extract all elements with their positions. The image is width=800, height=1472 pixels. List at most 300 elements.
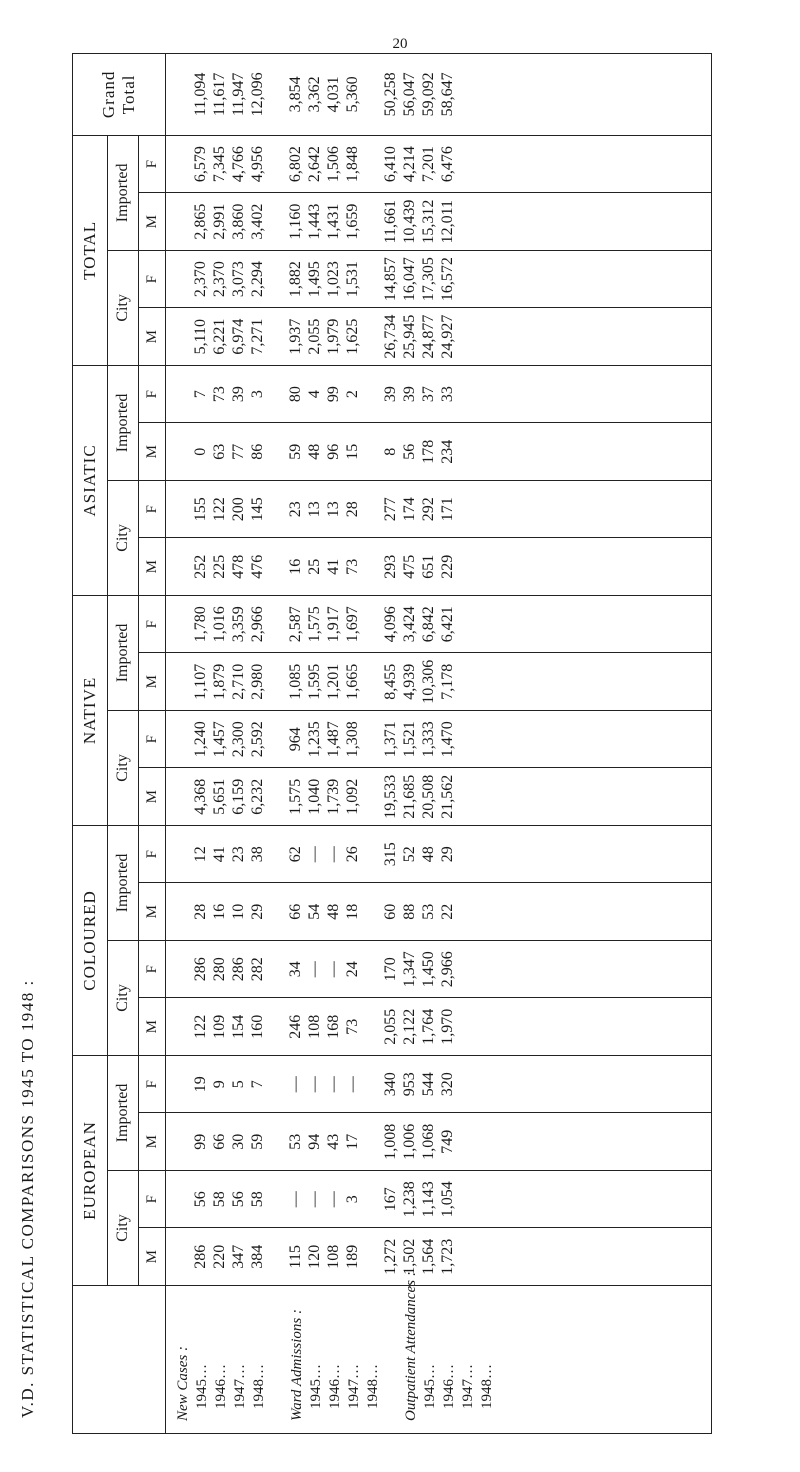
table-value: 220 xyxy=(211,1244,228,1269)
data-column-european-city-m xyxy=(166,1228,712,1286)
row-labels xyxy=(166,1271,712,1434)
year-label: 1946… xyxy=(327,1364,343,1409)
table-value: 10 xyxy=(230,903,247,920)
table-value: 286 xyxy=(192,957,209,982)
table-value: 86 xyxy=(249,443,266,460)
data-column-coloured-city-f xyxy=(166,940,712,998)
data-column-coloured-city-m xyxy=(166,998,712,1056)
table-value: 3,424 xyxy=(401,606,418,643)
table-value: 109 xyxy=(211,1014,228,1039)
table-value: 293 xyxy=(382,554,399,579)
table-value: 122 xyxy=(211,497,228,522)
table-value: 8,455 xyxy=(382,663,399,700)
table-value: 200 xyxy=(230,497,247,522)
table-value: 25 xyxy=(306,558,323,575)
table-value: 3,359 xyxy=(230,606,247,643)
table-value: 7,271 xyxy=(249,318,266,355)
m-header: M xyxy=(139,193,166,251)
table-value: 1,092 xyxy=(344,778,361,815)
table-value: 953 xyxy=(401,1072,418,1097)
data-column-native-city-f xyxy=(166,710,712,768)
data-column-total-imported-m xyxy=(166,193,712,251)
table-value: 1,431 xyxy=(325,203,342,240)
table-value: 9 xyxy=(211,1080,228,1089)
year-label: 1947… xyxy=(232,1364,248,1409)
table-value: 749 xyxy=(439,1129,456,1154)
table-value: 66 xyxy=(287,903,304,920)
table-value: 174 xyxy=(401,497,418,522)
table-value: 478 xyxy=(230,554,247,579)
table-value: 154 xyxy=(230,1014,247,1039)
imported-header: Imported xyxy=(108,365,139,480)
table-value: 2,966 xyxy=(249,606,266,643)
table-value: 1,697 xyxy=(344,606,361,643)
table-value: — xyxy=(325,961,342,978)
table-value: 1,308 xyxy=(344,721,361,758)
label-column-header xyxy=(73,1286,166,1434)
year-label: 1948… xyxy=(251,1364,267,1409)
table-value: 2,370 xyxy=(211,261,228,298)
table-value: 13 xyxy=(325,501,342,518)
table-value: 1,333 xyxy=(420,721,437,758)
table-value: 170 xyxy=(382,957,399,982)
table-value: 2,980 xyxy=(249,663,266,700)
table-value: 229 xyxy=(439,554,456,579)
table-value: 6,579 xyxy=(192,146,209,183)
statistics-table xyxy=(72,53,712,1434)
table-value: 1,272 xyxy=(382,1238,399,1275)
table-value: 96 xyxy=(325,443,342,460)
table-value: 52 xyxy=(401,846,418,863)
table-value: 1,659 xyxy=(344,203,361,240)
table-value: — xyxy=(287,1191,304,1208)
table-value: 11,947 xyxy=(230,72,247,117)
table-value: 28 xyxy=(192,903,209,920)
group-header-native: NATIVE xyxy=(73,595,108,825)
m-header: M xyxy=(139,883,166,941)
table-value: 41 xyxy=(211,846,228,863)
table-value: 1,848 xyxy=(344,146,361,183)
table-value: 2,710 xyxy=(230,663,247,700)
city-header: City xyxy=(108,480,139,595)
table-value: 4 xyxy=(306,390,323,399)
table-value: 168 xyxy=(325,1014,342,1039)
table-value: 1,201 xyxy=(325,663,342,700)
m-header: M xyxy=(139,538,166,596)
table-value: 282 xyxy=(249,957,266,982)
table-value: 3,362 xyxy=(306,76,323,113)
table-value: 1,723 xyxy=(439,1238,456,1275)
table-value: 1,023 xyxy=(325,261,342,298)
year-label: 1948… xyxy=(365,1364,381,1409)
imported-header: Imported xyxy=(108,135,139,250)
table-value: 16 xyxy=(287,558,304,575)
f-header: F xyxy=(139,825,166,883)
table-value: 54 xyxy=(306,903,323,920)
table-value: 2,587 xyxy=(287,606,304,643)
table-value: 1,502 xyxy=(401,1238,418,1275)
table-value: — xyxy=(306,846,323,863)
table-value: 7,178 xyxy=(439,663,456,700)
table-value: 1,160 xyxy=(287,203,304,240)
table-value: 23 xyxy=(230,846,247,863)
table-value: 115 xyxy=(287,1245,304,1269)
f-header: F xyxy=(139,365,166,423)
table-value: 17 xyxy=(344,1133,361,1150)
table-value: 11,661 xyxy=(382,199,399,244)
table-value: 73 xyxy=(211,386,228,403)
table-value: 3 xyxy=(344,1195,361,1204)
table-value: 39 xyxy=(401,386,418,403)
table-value: 58,647 xyxy=(439,72,456,117)
table-value: 1,054 xyxy=(439,1181,456,1218)
table-value: 41 xyxy=(325,558,342,575)
table-value: 5 xyxy=(230,1080,247,1089)
m-header: M xyxy=(139,423,166,481)
table-value: 19,533 xyxy=(382,774,399,819)
table-value: 3,402 xyxy=(249,203,266,240)
table-value: 1,764 xyxy=(420,1008,437,1045)
table-value: 59 xyxy=(249,1133,266,1150)
data-column-asiatic-city-f xyxy=(166,480,712,538)
table-value: 80 xyxy=(287,386,304,403)
data-column-european-imported-m xyxy=(166,1113,712,1171)
table-value: 88 xyxy=(401,903,418,920)
table-value: 2,991 xyxy=(211,203,228,240)
statistics-table-wrap xyxy=(72,54,712,1434)
table-value: 11,617 xyxy=(211,72,228,117)
table-value: 246 xyxy=(287,1014,304,1039)
table-value: 1,625 xyxy=(344,318,361,355)
m-header: M xyxy=(139,768,166,826)
f-header: F xyxy=(139,710,166,768)
table-value: 10,439 xyxy=(401,199,418,244)
table-value: 29 xyxy=(439,846,456,863)
table-value: 73 xyxy=(344,558,361,575)
table-value: 59,092 xyxy=(420,72,437,117)
table-value: 2,122 xyxy=(401,1008,418,1045)
table-value: 178 xyxy=(420,439,437,464)
table-value: 4,031 xyxy=(325,76,342,113)
table-value: 252 xyxy=(192,554,209,579)
table-value: 475 xyxy=(401,554,418,579)
m-header: M xyxy=(139,308,166,366)
imported-header: Imported xyxy=(108,825,139,940)
section-label-ward-admissions: Ward Admissions : xyxy=(289,1309,305,1421)
table-value: 66 xyxy=(211,1133,228,1150)
table-value: 24,877 xyxy=(420,314,437,359)
table-value: 39 xyxy=(382,386,399,403)
table-value: 6,421 xyxy=(439,606,456,643)
year-label: 1948… xyxy=(479,1364,495,1409)
table-value: 3,860 xyxy=(230,203,247,240)
m-header: M xyxy=(139,1228,166,1286)
table-value: 18 xyxy=(344,903,361,920)
data-column-total-imported-f xyxy=(166,135,712,193)
table-value: 24,927 xyxy=(439,314,456,359)
table-value: 4,956 xyxy=(249,146,266,183)
table-value: 1,347 xyxy=(401,951,418,988)
f-header: F xyxy=(139,135,166,193)
table-value: 12 xyxy=(192,846,209,863)
table-value: 1,879 xyxy=(211,663,228,700)
year-label: 1947… xyxy=(460,1364,476,1409)
table-value: 1,575 xyxy=(287,778,304,815)
table-value: 16,047 xyxy=(401,257,418,302)
table-value: 11,094 xyxy=(192,72,209,117)
table-value: 6,802 xyxy=(287,146,304,183)
table-value: 62 xyxy=(287,846,304,863)
table-value: 160 xyxy=(249,1014,266,1039)
table-value: 7,201 xyxy=(420,146,437,183)
table-value: 1,487 xyxy=(325,721,342,758)
table-value: 56 xyxy=(192,1191,209,1208)
f-header: F xyxy=(139,595,166,653)
table-value: 73 xyxy=(344,1018,361,1035)
table-value: 2,642 xyxy=(306,146,323,183)
year-label: 1945… xyxy=(422,1364,438,1409)
table-value: 6,410 xyxy=(382,146,399,183)
data-column-grand-total xyxy=(166,53,712,135)
table-value: 56,047 xyxy=(401,72,418,117)
table-value: 19 xyxy=(192,1076,209,1093)
table-value: 1,495 xyxy=(306,261,323,298)
table-value: 21,685 xyxy=(401,774,418,819)
table-value: 384 xyxy=(249,1244,266,1269)
table-value: 1,470 xyxy=(439,721,456,758)
data-column-native-imported-m xyxy=(166,653,712,711)
table-value: 1,235 xyxy=(306,721,323,758)
table-value: 6,842 xyxy=(420,606,437,643)
data-column-total-city-m xyxy=(166,308,712,366)
table-value: 1,739 xyxy=(325,778,342,815)
table-value: 2,300 xyxy=(230,721,247,758)
table-value: 1,970 xyxy=(439,1008,456,1045)
table-value: 30 xyxy=(230,1133,247,1150)
table-value: 277 xyxy=(382,497,399,522)
m-header: M xyxy=(139,998,166,1056)
city-header: City xyxy=(108,1171,139,1286)
table-value: 17,305 xyxy=(420,257,437,302)
table-value: 120 xyxy=(306,1244,323,1269)
table-value: 58 xyxy=(249,1191,266,1208)
imported-header: Imported xyxy=(108,1055,139,1170)
table-value: 280 xyxy=(211,957,228,982)
table-value: 12,011 xyxy=(439,199,456,244)
table-value: 34 xyxy=(287,961,304,978)
table-value: 48 xyxy=(325,903,342,920)
table-value: 5,651 xyxy=(211,778,228,815)
table-value: 22 xyxy=(439,903,456,920)
table-value: 60 xyxy=(382,903,399,920)
table-value: 63 xyxy=(211,443,228,460)
table-value: 5,360 xyxy=(344,76,361,113)
city-header: City xyxy=(108,710,139,825)
table-value: 6,221 xyxy=(211,318,228,355)
table-value: 1,780 xyxy=(192,606,209,643)
city-header: City xyxy=(108,250,139,365)
table-value: 1,665 xyxy=(344,663,361,700)
f-header: F xyxy=(139,1171,166,1229)
section-label-outpatient-attendances: Outpatient Attendances : xyxy=(403,1271,419,1421)
table-value: 2,966 xyxy=(439,951,456,988)
table-value: 7,345 xyxy=(211,146,228,183)
table-value: 476 xyxy=(249,554,266,579)
data-column-european-imported-f xyxy=(166,1055,712,1113)
table-value: 651 xyxy=(420,554,437,579)
table-value: 171 xyxy=(439,497,456,522)
table-value: — xyxy=(306,1076,323,1093)
table-value: — xyxy=(325,846,342,863)
table-value: 14,857 xyxy=(382,257,399,302)
table-value: 43 xyxy=(325,1133,342,1150)
table-value: 3,073 xyxy=(230,261,247,298)
year-label: 1945… xyxy=(308,1364,324,1409)
data-column-native-imported-f xyxy=(166,595,712,653)
section-label-new-cases: New Cases : xyxy=(175,1346,191,1421)
table-value: 1,006 xyxy=(401,1123,418,1160)
table-value: 2,055 xyxy=(306,318,323,355)
table-value: 7 xyxy=(192,390,209,399)
table-value: 4,096 xyxy=(382,606,399,643)
table-value: 2,294 xyxy=(249,261,266,298)
table-value: 1,882 xyxy=(287,261,304,298)
table-value: 189 xyxy=(344,1244,361,1269)
table-value: 50,258 xyxy=(382,72,399,117)
group-header-european: EUROPEAN xyxy=(73,1055,108,1285)
table-value: 340 xyxy=(382,1072,399,1097)
grand-total-label-line: Grand xyxy=(99,70,118,119)
table-value: 3 xyxy=(249,390,266,399)
table-value: 15 xyxy=(344,443,361,460)
table-value: 286 xyxy=(192,1244,209,1269)
table-value: 39 xyxy=(230,386,247,403)
table-value: 23 xyxy=(287,501,304,518)
table-value: 59 xyxy=(287,443,304,460)
table-value: 6,159 xyxy=(230,778,247,815)
f-header: F xyxy=(139,940,166,998)
table-value: — xyxy=(287,1076,304,1093)
data-column-asiatic-imported-m xyxy=(166,423,712,481)
table-value: 28 xyxy=(344,501,361,518)
table-value: 10,306 xyxy=(420,659,437,704)
table-value: 29 xyxy=(249,903,266,920)
table-value: 16,572 xyxy=(439,257,456,302)
table-value: 1,564 xyxy=(420,1238,437,1275)
table-value: 15,312 xyxy=(420,199,437,244)
table-value: 25,945 xyxy=(401,314,418,359)
table-value: 94 xyxy=(306,1133,323,1150)
table-value: 108 xyxy=(325,1244,342,1269)
table-value: 99 xyxy=(192,1133,209,1150)
m-header: M xyxy=(139,1113,166,1171)
table-value: 12,096 xyxy=(249,72,266,117)
table-value: 21,562 xyxy=(439,774,456,819)
table-value: 1,238 xyxy=(401,1181,418,1218)
table-value: 33 xyxy=(439,386,456,403)
table-value: 53 xyxy=(287,1133,304,1150)
table-value: 1,506 xyxy=(325,146,342,183)
group-header-asiatic: ASIATIC xyxy=(73,365,108,595)
table-value: 1,040 xyxy=(306,778,323,815)
data-column-european-city-f xyxy=(166,1171,712,1229)
table-value: 56 xyxy=(401,443,418,460)
table-value: 1,068 xyxy=(420,1123,437,1160)
table-value: 4,214 xyxy=(401,146,418,183)
page-number: 20 xyxy=(392,36,408,52)
table-value: 2,865 xyxy=(192,203,209,240)
table-value: — xyxy=(325,1191,342,1208)
table-value: 292 xyxy=(420,497,437,522)
group-header-coloured: COLOURED xyxy=(73,825,108,1055)
table-value: 167 xyxy=(382,1187,399,1212)
table-value: 6,974 xyxy=(230,318,247,355)
city-header: City xyxy=(108,940,139,1055)
table-value: 99 xyxy=(325,386,342,403)
data-column-total-city-f xyxy=(166,250,712,308)
table-value: 286 xyxy=(230,957,247,982)
table-value: 122 xyxy=(192,1014,209,1039)
imported-header: Imported xyxy=(108,595,139,710)
table-value: 4,766 xyxy=(230,146,247,183)
table-value: 225 xyxy=(211,554,228,579)
table-value: 3,854 xyxy=(287,76,304,113)
table-value: 145 xyxy=(249,497,266,522)
table-value: 347 xyxy=(230,1244,247,1269)
table-value: 16 xyxy=(211,903,228,920)
m-header: M xyxy=(139,653,166,711)
year-label: 1946… xyxy=(441,1364,457,1409)
group-header-total: TOTAL xyxy=(73,135,108,365)
table-value: 48 xyxy=(420,846,437,863)
table-value: 1,016 xyxy=(211,606,228,643)
table-value: 5,110 xyxy=(192,318,209,355)
table-value: 56 xyxy=(230,1191,247,1208)
table-value: 1,107 xyxy=(192,663,209,700)
table-value: 13 xyxy=(306,501,323,518)
table-value: 77 xyxy=(230,443,247,460)
table-value: 1,143 xyxy=(420,1181,437,1218)
table-value: — xyxy=(306,1191,323,1208)
year-label: 1947… xyxy=(346,1364,362,1409)
table-value: — xyxy=(325,1076,342,1093)
table-value: 964 xyxy=(287,727,304,752)
table-value: 6,476 xyxy=(439,146,456,183)
table-value: — xyxy=(344,1076,361,1093)
table-value: 2 xyxy=(344,390,361,399)
table-value: 8 xyxy=(382,447,399,456)
table-value: 1,450 xyxy=(420,951,437,988)
year-label: 1945… xyxy=(194,1364,210,1409)
table-value: 2,370 xyxy=(192,261,209,298)
table-value: 26,734 xyxy=(382,314,399,359)
table-value: 38 xyxy=(249,846,266,863)
table-value: 1,085 xyxy=(287,663,304,700)
grand-total-label-line: Total xyxy=(119,74,138,115)
table-value: 20,508 xyxy=(420,774,437,819)
side-header: V.D. STATISTICAL COMPARISONS 1945 TO 1948 : xyxy=(18,979,37,1418)
data-column-coloured-imported-f xyxy=(166,825,712,883)
data-column-asiatic-city-m xyxy=(166,538,712,596)
table-value: 1,371 xyxy=(382,721,399,758)
table-value: 1,575 xyxy=(306,606,323,643)
data-column-asiatic-imported-f xyxy=(166,365,712,423)
table-value: 234 xyxy=(439,439,456,464)
table-value: 1,521 xyxy=(401,721,418,758)
table-value: 1,443 xyxy=(306,203,323,240)
table-value: 58 xyxy=(211,1191,228,1208)
table-value: 1,595 xyxy=(306,663,323,700)
